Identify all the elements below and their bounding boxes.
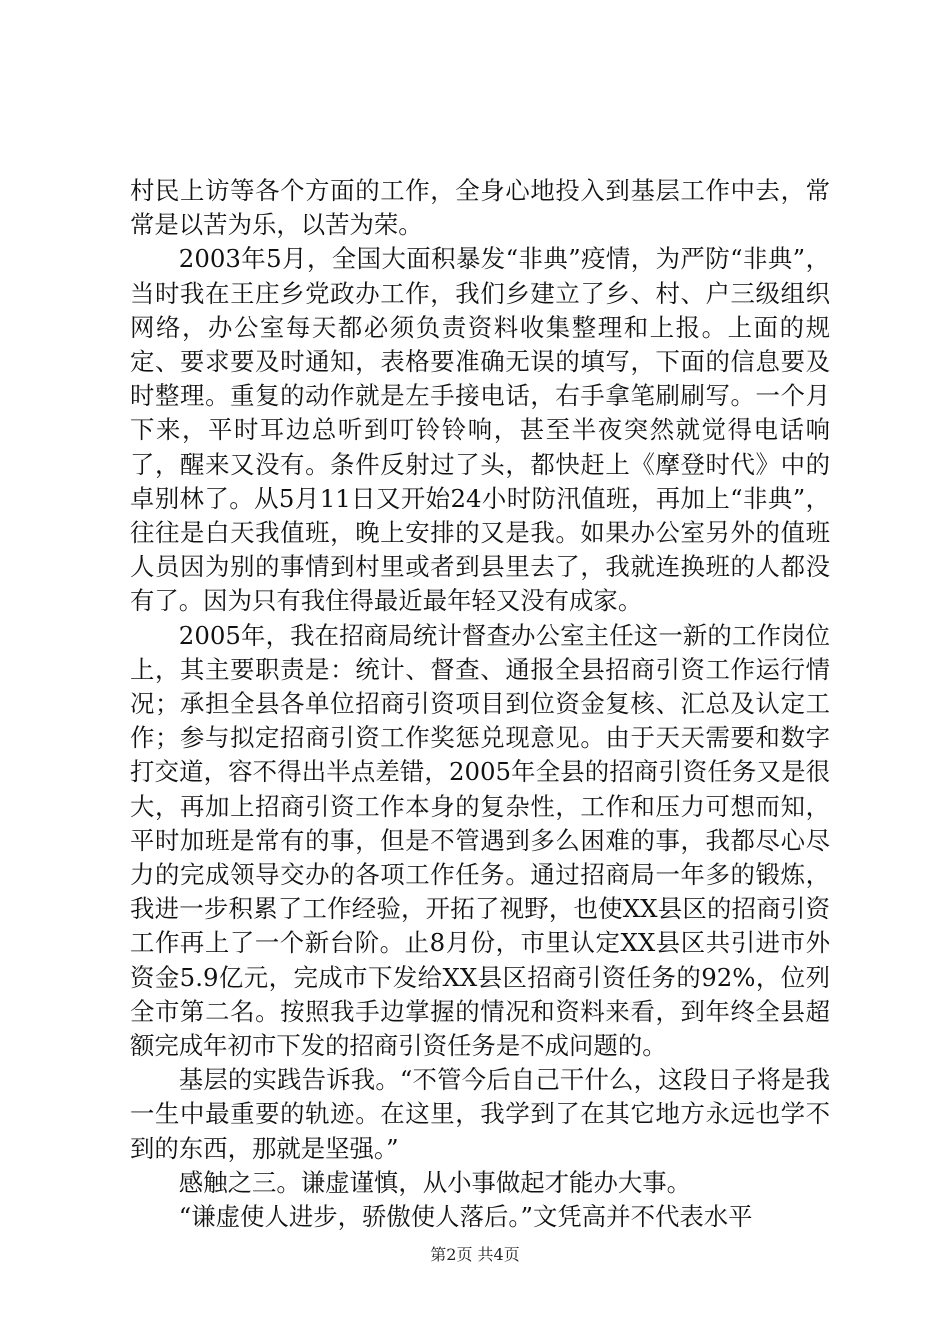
paragraph-6: “谦虚使人进步，骄傲使人落后。”文凭高并不代表水平 <box>178 1202 753 1232</box>
paragraph-3: 2005年，我在招商局统计督查办公室主任这一新的工作岗位上，其主要职责是：统计、督查、通报全县招商引资工作运行情况；承担全县各单位招商引资项目到位资金复核、汇总及认定工作；参与拟定招商引资工作奖惩兑现意见。由于天天需要和数字打交道，容不得出半点差错，2005年全县的招商引资任务又是很大，再加上招商引资工作本身的复杂性，工作和压力可想而知，平时加班是常有的事，但是不管遇到多么困难的事，我都尽心尽力的完成领导交办的各项工作任务。通过招商局一年多的锻炼，我进一步积累了工作经验，开拓了视野，也使XX县区的招商引资工作再上了一个新台阶。止8月份，市里认定XX县区共引进市外资金5.9亿元，完成市下发给XX县区招商引资任务的92%，位列全市第二名。按照我手边掌握的情况和资料来看，到年终全县超额完成年初市下发的招商引资任务是不成问题的。 <box>130 620 830 1061</box>
paragraph-5: 感触之三。谦虚谨慎，从小事做起才能办大事。 <box>178 1167 692 1197</box>
page-footer: 第2页 共4页 <box>430 1245 520 1264</box>
paragraph-2: 2003年5月，全国大面积暴发“非典”疫情，为严防“非典”，当时我在王庄乡党政办工作，我们乡建立了乡、村、户三级组织网络，办公室每天都必须负责资料收集整理和上报。上面的规定、要求要及时通知，表格要准确无误的填写，下面的信息要及时整理。重复的动作就是左手接电话，右手拿笔刷刷写。一个月下来，平时耳边总听到叮铃铃响，甚至半夜突然就觉得电话响了，醒来又没有。条件反射过了头，都快赶上《摩登时代》中的卓别林了。从5月11日又开始24小时防汛值班，再加上“非典”，往往是白天我值班，晚上安排的又是我。如果办公室另外的值班人员因为别的事情到村里或者到县里去了，我就连换班的人都没有了。因为只有我住得最近最年轻又没有成家。 <box>130 244 830 616</box>
paragraph-4: 基层的实践告诉我。“不管今后自己干什么，这段日子将是我一生中最重要的轨迹。在这里，我学到了在其它地方永远也学不到的东西，那就是坚强。” <box>130 1065 830 1163</box>
paragraph-1: 村民上访等各个方面的工作，全身心地投入到基层工作中去，常常是以苦为乐，以苦为荣。 <box>130 176 830 240</box>
document-body <box>130 174 830 1234</box>
